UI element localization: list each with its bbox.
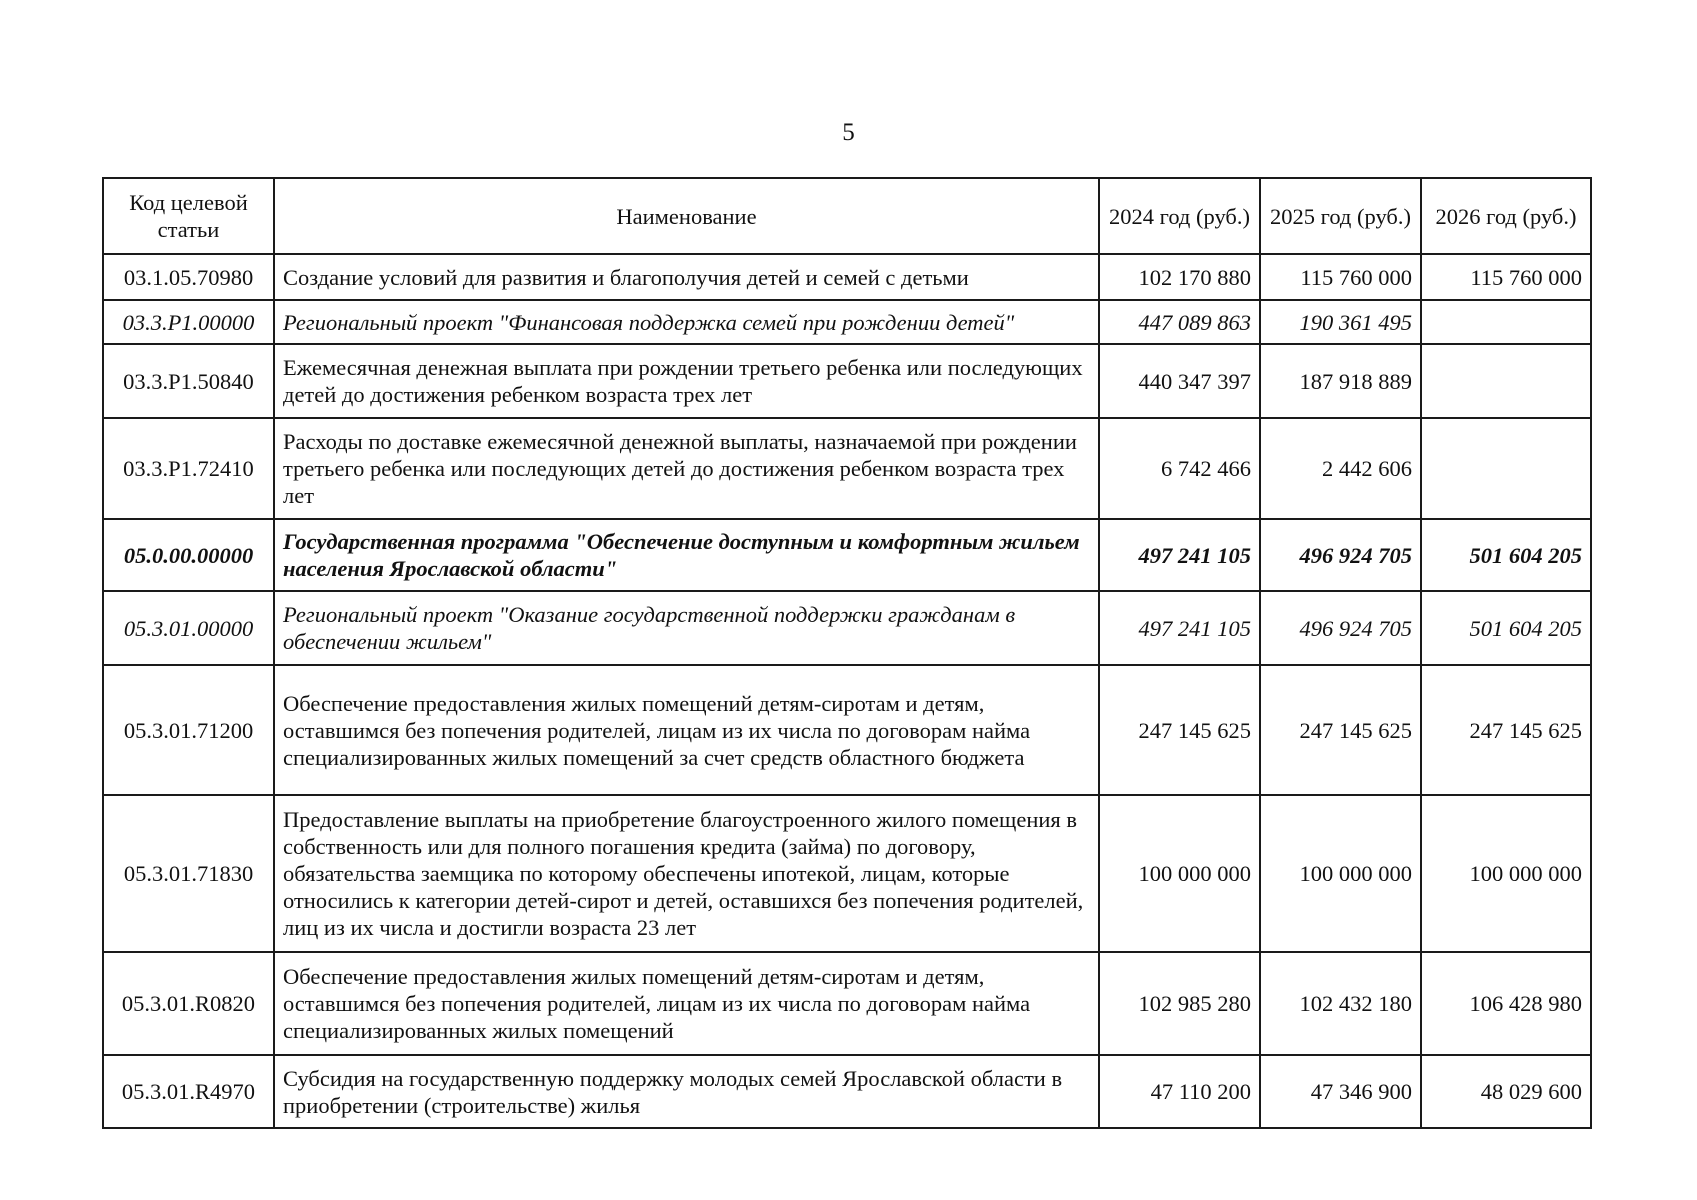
- row-amount-2025: 187 918 889: [1260, 344, 1421, 418]
- row-amount-2025: 496 924 705: [1260, 519, 1421, 591]
- row-amount-2025: 2 442 606: [1260, 418, 1421, 519]
- table-row: [103, 418, 1591, 519]
- row-amount-2025: 102 432 180: [1260, 952, 1421, 1055]
- row-code: 05.3.01.00000: [103, 591, 274, 665]
- row-name: Государственная программа "Обеспечение доступным и комфортным жильем населения Ярославской области": [274, 519, 1099, 591]
- row-amount-2025: 47 346 900: [1260, 1055, 1421, 1128]
- row-name: Ежемесячная денежная выплата при рождении третьего ребенка или последующих детей до достижения ребенком возраста трех лет: [274, 344, 1099, 418]
- table-row: [103, 1055, 1591, 1128]
- header-2024: 2024 год (руб.): [1099, 178, 1260, 254]
- row-code: 05.3.01.71200: [103, 665, 274, 795]
- row-name: Региональный проект "Оказание государственной поддержки гражданам в обеспечении жильем": [274, 591, 1099, 665]
- header-name: Наименование: [274, 178, 1099, 254]
- row-amount-2026: 247 145 625: [1421, 665, 1591, 795]
- row-amount-2025: 100 000 000: [1260, 795, 1421, 952]
- row-amount-2026: 115 760 000: [1421, 254, 1591, 300]
- row-amount-2025: 496 924 705: [1260, 591, 1421, 665]
- row-code: 05.3.01.71830: [103, 795, 274, 952]
- row-name: Региональный проект "Финансовая поддержка семей при рождении детей": [274, 300, 1099, 344]
- row-code: 03.3.P1.50840: [103, 344, 274, 418]
- row-amount-2024: 6 742 466: [1099, 418, 1260, 519]
- row-name: Обеспечение предоставления жилых помещений детям-сиротам и детям, оставшимся без попечения родителей, лицам из их числа по договорам найма специализированных жилых помещений: [274, 952, 1099, 1055]
- row-amount-2024: 102 170 880: [1099, 254, 1260, 300]
- row-amount-2026: 501 604 205: [1421, 519, 1591, 591]
- table-row: [103, 591, 1591, 665]
- row-amount-2024: 440 347 397: [1099, 344, 1260, 418]
- row-amount-2026: [1421, 344, 1591, 418]
- row-amount-2024: 100 000 000: [1099, 795, 1260, 952]
- row-amount-2025: 190 361 495: [1260, 300, 1421, 344]
- table-row: [103, 254, 1591, 300]
- row-amount-2024: 447 089 863: [1099, 300, 1260, 344]
- row-amount-2024: 47 110 200: [1099, 1055, 1260, 1128]
- table-row: [103, 300, 1591, 344]
- row-amount-2026: [1421, 418, 1591, 519]
- table-row: [103, 665, 1591, 795]
- row-name: Субсидия на государственную поддержку молодых семей Ярославской области в приобретении (строительстве) жилья: [274, 1055, 1099, 1128]
- row-amount-2025: 247 145 625: [1260, 665, 1421, 795]
- row-amount-2026: [1421, 300, 1591, 344]
- table-row: [103, 519, 1591, 591]
- header-2025: 2025 год (руб.): [1260, 178, 1421, 254]
- row-amount-2026: 48 029 600: [1421, 1055, 1591, 1128]
- row-name: Предоставление выплаты на приобретение благоустроенного жилого помещения в собственность или для полного погашения кредита (займа) по договору, обязательства заемщика по которому обеспечены ипотекой, лицам, которые относились к категории детей-сирот и детей, оставшихся без попечения родителей, лиц из их числа и достигли возраста 23 лет: [274, 795, 1099, 952]
- row-code: 03.3.P1.00000: [103, 300, 274, 344]
- table-header-row: [103, 178, 1591, 254]
- row-amount-2026: 501 604 205: [1421, 591, 1591, 665]
- row-name: Расходы по доставке ежемесячной денежной выплаты, назначаемой при рождении третьего ребенка или последующих детей до достижения ребенком возраста трех лет: [274, 418, 1099, 519]
- row-amount-2025: 115 760 000: [1260, 254, 1421, 300]
- budget-table: [102, 177, 1592, 1129]
- header-2026: 2026 год (руб.): [1421, 178, 1591, 254]
- row-code: 03.3.P1.72410: [103, 418, 274, 519]
- row-code: 05.0.00.00000: [103, 519, 274, 591]
- row-amount-2026: 100 000 000: [1421, 795, 1591, 952]
- table-row: [103, 344, 1591, 418]
- page-number: 5: [842, 119, 855, 146]
- row-name: Создание условий для развития и благополучия детей и семей с детьми: [274, 254, 1099, 300]
- row-amount-2024: 497 241 105: [1099, 519, 1260, 591]
- row-code: 03.1.05.70980: [103, 254, 274, 300]
- header-code: Код целевой статьи: [103, 178, 274, 254]
- row-code: 05.3.01.R4970: [103, 1055, 274, 1128]
- row-amount-2026: 106 428 980: [1421, 952, 1591, 1055]
- row-code: 05.3.01.R0820: [103, 952, 274, 1055]
- table-row: [103, 795, 1591, 952]
- row-amount-2024: 247 145 625: [1099, 665, 1260, 795]
- table-row: [103, 952, 1591, 1055]
- row-name: Обеспечение предоставления жилых помещений детям-сиротам и детям, оставшимся без попечения родителей, лицам из их числа по договорам найма специализированных жилых помещений за счет средств областного бюджета: [274, 665, 1099, 795]
- row-amount-2024: 102 985 280: [1099, 952, 1260, 1055]
- row-amount-2024: 497 241 105: [1099, 591, 1260, 665]
